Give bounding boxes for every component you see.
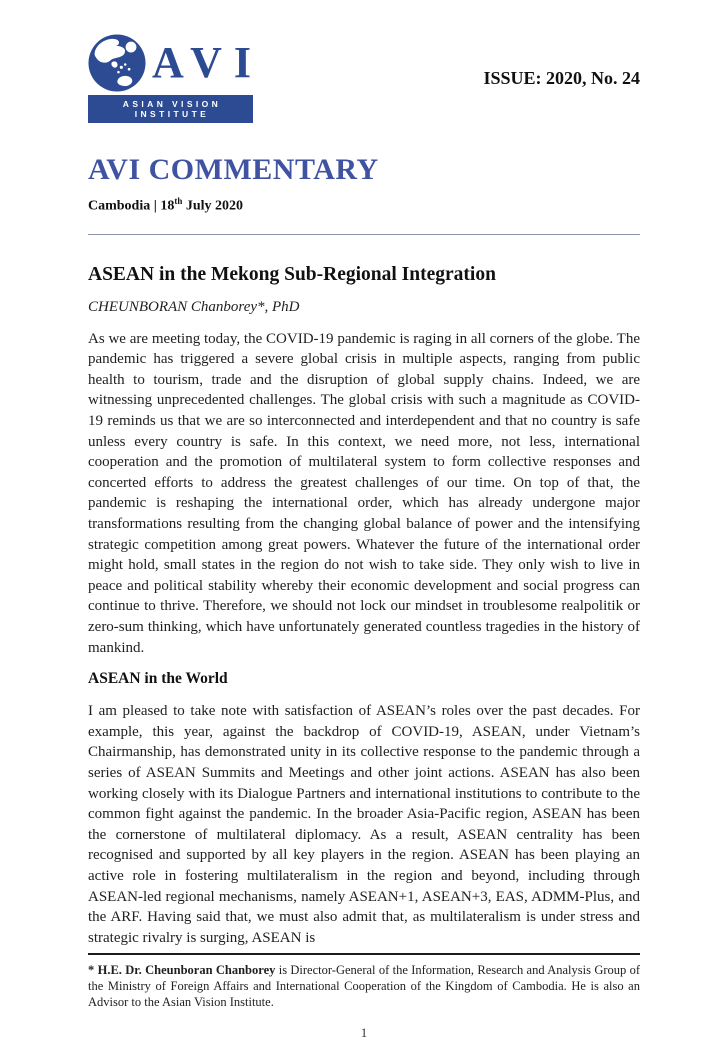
page-number: 1: [360, 1025, 368, 1041]
footnote-divider: [88, 953, 640, 955]
issue-label: ISSUE: 2020, No. 24: [483, 68, 640, 88]
section-heading: ASEAN in the World: [88, 670, 228, 688]
dateline-ordinal: th: [174, 196, 183, 206]
dateline: [88, 196, 640, 215]
footnote: [88, 962, 640, 1010]
logo-tagline: ASIAN VISION INSTITUTE: [88, 95, 253, 123]
article-paragraph-2: I am pleased to take note with satisfaction of ASEAN’s roles over the past decades. For example, this year, against the backdrop of COVID-19, ASEAN, under Vietnam’s Chairmanship, has demonstrated unity in its collective response to the pandemic through a series of ASEAN Summits and Meetings and other joint actions. ASEAN has also been working closely with its Dialogue Partners and international institutions to contribute to the common fight against the pandemic. In the broader Asia-Pacific region, ASEAN has been the cornerstone of multilateral diplomacy. As a result, ASEAN centrality has been recognised and supported by all key players in the region. ASEAN has been playing an active role in fostering multilateralism in the region and beyond, including through ASEAN-led regional mechanisms, namely ASEAN+1, ASEAN+3, EAS, ADMM-Plus, and the ARF. Having said that, we must also admit that, as multilateralism is under stress and strategic rivalry is surging, ASEAN is: [88, 703, 640, 946]
header-divider: [88, 234, 640, 235]
publication-title: AVI COMMENTARY: [88, 153, 379, 186]
footnote-author: * H.E. Dr. Cheunboran Chanborey: [88, 963, 276, 978]
footnote-text: is Director-General of the Information, Research and Analysis Group of the Ministry of Foreign Affairs and International Cooperation of the Kingdom of Cambodia. He is also an Advisor to the Asian Vision Institute.: [88, 963, 641, 1010]
avi-logo-top: [88, 34, 263, 92]
globe-icon: [88, 34, 146, 92]
article-author: CHEUNBORAN Chanborey*, PhD: [88, 298, 300, 315]
page-header: [88, 34, 640, 123]
avi-logo: [88, 34, 263, 123]
logo-acronym: AVI: [152, 38, 264, 87]
article-paragraph-1: As we are meeting today, the COVID-19 pandemic is raging in all corners of the globe. The pandemic has triggered a severe global crisis in multiple aspects, ranging from public health to tourism, trade and the disruption of global supply chains. Indeed, we are witnessing unprecedented challenges. The global crisis with such a magnitude as COVID-19 reminds us that we are so interconnected and interdependent and that no country is safe unless every country is safe. In this context, we need more, not less, international cooperation and the promotion of multilateral system to form collective responses and concerted efforts to address the greatest challenges of our time. On top of that, the pandemic is reshaping the international order, which has already undergone major transformations resulting from the changing global balance of power and the intensifying strategic competition among great powers. Whatever the future of the international order might hold, small states in the region do not wish to take side. They only wish to live in peace and political stability whereby their economic development and social progress can continue to thrive. Therefore, we should not lock our mindset in troublesome realpolitik or zero-sum thinking, which have unfortunately generated countless tragedies in the history of mankind.: [88, 330, 640, 656]
dateline-suffix: July 2020: [182, 198, 244, 214]
dateline-prefix: Cambodia | 18: [88, 198, 175, 214]
article-title: ASEAN in the Mekong Sub-Regional Integration: [88, 263, 496, 285]
